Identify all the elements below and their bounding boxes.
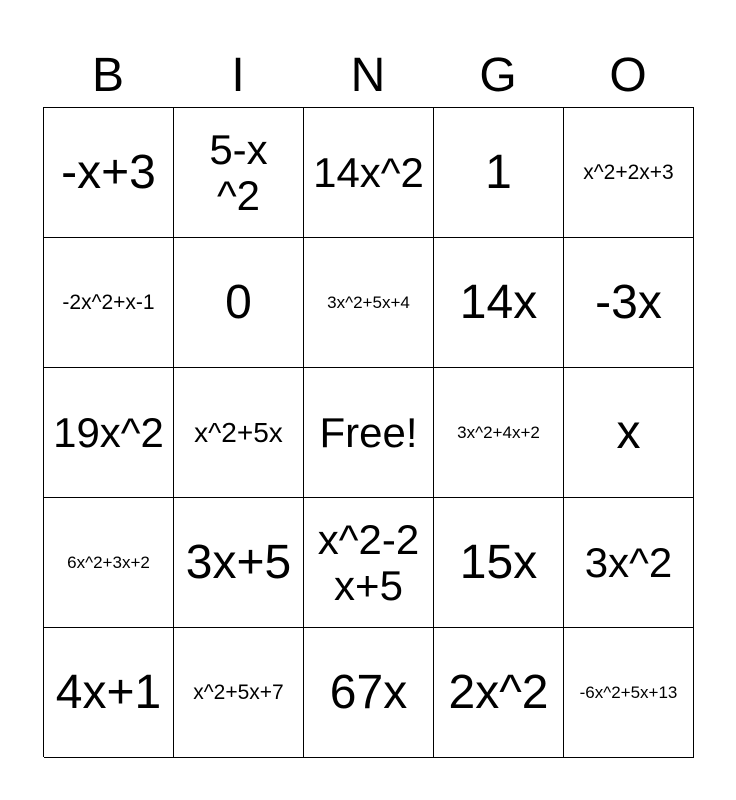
bingo-cell[interactable] [564, 498, 694, 628]
bingo-cell[interactable] [174, 498, 304, 628]
bingo-cell[interactable] [434, 368, 564, 498]
cell-text: x^2+2x+3 [583, 160, 674, 184]
cell-text: 67x [329, 665, 408, 719]
bingo-cell[interactable] [44, 238, 174, 368]
bingo-cell[interactable] [174, 368, 304, 498]
header-letter-b: B [91, 49, 124, 102]
cell-text: 14x^2 [313, 148, 424, 196]
cell-text: x [616, 405, 641, 459]
bingo-cell[interactable] [44, 498, 174, 628]
free-space-cell[interactable] [304, 368, 434, 498]
cell-text: 14x [459, 275, 538, 329]
cell-text: x^2+5x+7 [193, 680, 284, 704]
cell-text: 3x^2 [584, 538, 673, 586]
bingo-cell[interactable] [564, 628, 694, 758]
cell-text: -2x^2+x-1 [62, 290, 155, 314]
cell-text: 3x+5 [185, 535, 292, 589]
header-letter-n: N [350, 49, 386, 102]
header-letter-i: I [231, 49, 245, 102]
cell-text: 3x^2+4x+2 [457, 422, 540, 442]
bingo-board [43, 107, 694, 757]
bingo-cell[interactable] [564, 368, 694, 498]
cell-text: 15x [459, 535, 538, 589]
cell-text: 6x^2+3x+2 [67, 552, 150, 572]
bingo-cell[interactable] [174, 108, 304, 238]
bingo-cell[interactable] [304, 498, 434, 628]
bingo-cell[interactable] [434, 108, 564, 238]
bingo-cell[interactable] [434, 498, 564, 628]
cell-text: -3x [595, 275, 662, 329]
cell-text: x^2-2x+5 [317, 515, 420, 609]
cell-text: x^2+5x [194, 416, 283, 448]
cell-text: 4x+1 [55, 665, 162, 719]
cell-text: -x+3 [61, 145, 156, 199]
cell-text: 1 [485, 145, 512, 199]
bingo-header [43, 44, 693, 108]
cell-text: 2x^2 [448, 665, 549, 719]
bingo-cell[interactable] [304, 628, 434, 758]
header-letter-g: G [479, 49, 517, 102]
cell-text: 0 [225, 275, 252, 329]
header-letter-o: O [609, 49, 647, 102]
bingo-cell[interactable] [304, 238, 434, 368]
cell-text: 3x^2+5x+4 [327, 292, 410, 312]
cell-text: -6x^2+5x+13 [579, 682, 678, 702]
bingo-cell[interactable] [434, 238, 564, 368]
bingo-cell[interactable] [44, 108, 174, 238]
bingo-cell[interactable] [304, 108, 434, 238]
bingo-cell[interactable] [434, 628, 564, 758]
bingo-cell[interactable] [174, 628, 304, 758]
bingo-cell[interactable] [44, 368, 174, 498]
bingo-cell[interactable] [564, 108, 694, 238]
cell-text: 19x^2 [53, 408, 164, 456]
free-space-text: Free! [319, 408, 418, 456]
cell-text: 5-x^2 [209, 125, 268, 219]
bingo-cell[interactable] [44, 628, 174, 758]
bingo-cell[interactable] [564, 238, 694, 368]
bingo-cell[interactable] [174, 238, 304, 368]
